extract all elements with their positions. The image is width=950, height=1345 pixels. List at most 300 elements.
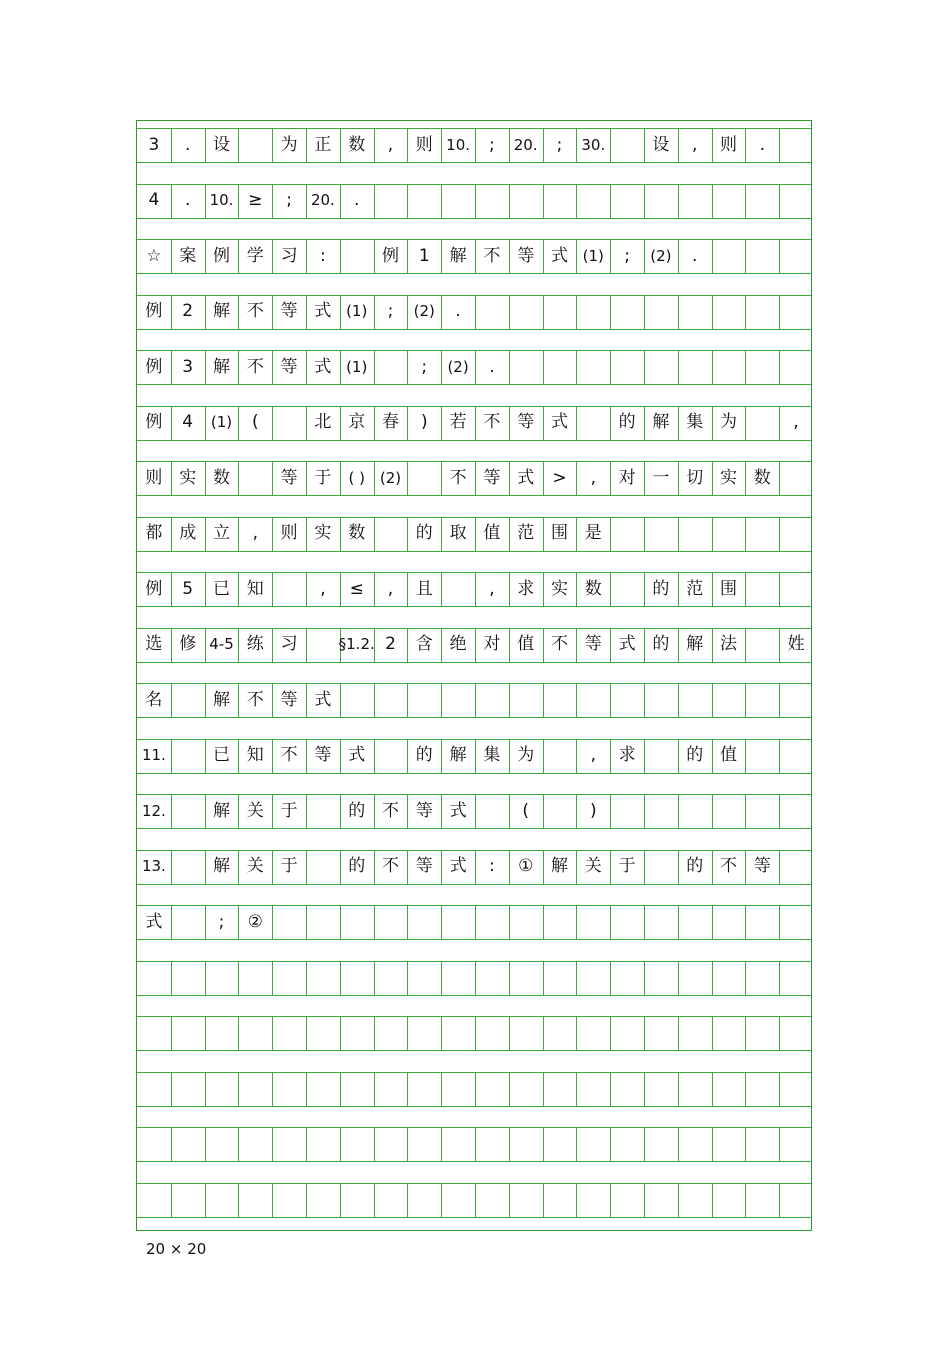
grid-cell: ; (421, 356, 428, 377)
grid-cell: ② (247, 911, 263, 932)
grid-cell: 学 (246, 245, 264, 266)
grid-cell: (1) (346, 302, 368, 320)
grid-row-line (137, 1050, 811, 1051)
grid-cell (543, 1016, 577, 1050)
grid-cell: , (590, 745, 596, 765)
grid-cell (576, 1072, 610, 1106)
grid-cell (374, 517, 408, 551)
grid-cell (610, 1072, 644, 1106)
grid-cell (678, 1183, 712, 1217)
grid-cell (712, 1127, 746, 1161)
grid-cell (509, 1127, 543, 1161)
grid-cell: 11. (141, 746, 166, 764)
grid-cell: 等 (753, 856, 771, 876)
grid-cell (306, 1127, 340, 1161)
grid-cell (779, 961, 813, 995)
grid-cell (205, 1183, 239, 1217)
grid-cell (745, 794, 779, 828)
grid-cell: 则 (719, 134, 737, 155)
grid-cell (610, 572, 644, 606)
grid-cell: ① (518, 856, 534, 876)
grid-cell (644, 517, 678, 551)
grid-cell: . (184, 134, 191, 155)
grid-cell: ; (556, 134, 563, 155)
grid-cell: 式 (314, 301, 332, 321)
grid-cell (543, 1072, 577, 1106)
grid-row-line (137, 717, 811, 718)
grid-cell: 1 (418, 245, 430, 266)
grid-cell (745, 350, 779, 384)
grid-cell (610, 961, 644, 995)
grid-cell (745, 239, 779, 273)
grid-cell (678, 295, 712, 329)
grid-cell (171, 794, 205, 828)
grid-cell: 关 (584, 856, 602, 876)
grid-cell (171, 905, 205, 939)
grid-cell (272, 961, 306, 995)
grid-cell (205, 1072, 239, 1106)
grid-cell: 知 (246, 745, 264, 765)
grid-cell: , (489, 578, 495, 599)
grid-cell (610, 517, 644, 551)
grid-cell: 已 (212, 745, 230, 765)
grid-cell (610, 295, 644, 329)
grid-cell: 的 (618, 412, 636, 432)
grid-cell: ( ) (348, 468, 365, 487)
grid-cell: , (387, 578, 394, 599)
grid-cell (712, 295, 746, 329)
grid-cell (238, 1016, 272, 1050)
grid-cell: , (387, 134, 394, 155)
grid-row-line (137, 828, 811, 829)
grid-cell: 解 (550, 856, 568, 876)
grid-cell: 式 (550, 245, 568, 266)
grid-cell: 值 (483, 523, 501, 543)
grid-cell: . (184, 190, 191, 210)
grid-cell: 则 (145, 467, 163, 488)
grid-cell: 例 (145, 356, 163, 377)
grid-cell: 10. (446, 135, 471, 154)
grid-cell: 设 (212, 134, 230, 155)
grid-cell (543, 1183, 577, 1217)
grid-cell: 20. (513, 135, 538, 154)
grid-cell: 3 (182, 356, 194, 377)
grid-row-line (137, 662, 811, 663)
grid-cell (712, 1183, 746, 1217)
grid-cell: > (552, 467, 567, 488)
grid-cell (678, 350, 712, 384)
grid-cell (475, 184, 509, 218)
grid-cell (441, 1072, 475, 1106)
grid-cell (644, 794, 678, 828)
grid-row-line (137, 384, 811, 385)
grid-cell: 成 (179, 523, 197, 543)
grid-cell (712, 350, 746, 384)
grid-cell (745, 184, 779, 218)
grid-row-line (137, 218, 811, 219)
grid-cell (644, 1072, 678, 1106)
grid-cell (509, 350, 543, 384)
grid-cell (475, 683, 509, 717)
grid-cell (644, 350, 678, 384)
grid-cell (272, 1183, 306, 1217)
grid-cell (543, 295, 577, 329)
grid-row-line (137, 551, 811, 552)
grid-cell (441, 905, 475, 939)
grid-cell: 春 (381, 412, 399, 432)
grid-cell: 立 (212, 523, 230, 543)
grid-cell: 3 (148, 134, 160, 155)
grid-cell (509, 961, 543, 995)
grid-cell (509, 1072, 543, 1106)
grid-cell: 实 (550, 578, 568, 599)
grid-cell: 值 (517, 634, 535, 654)
grid-cell (238, 128, 272, 162)
grid-cell (374, 184, 408, 218)
grid-cell: 为 (280, 134, 298, 155)
grid-cell: 等 (280, 467, 298, 488)
grid-cell: 不 (483, 412, 501, 432)
grid-cell: (2) (447, 357, 469, 376)
grid-cell: 等 (415, 856, 433, 876)
grid-cell: , (590, 467, 596, 488)
grid-cell: 式 (314, 356, 332, 377)
grid-cell (441, 1016, 475, 1050)
grid-cell (441, 184, 475, 218)
grid-row-line (137, 1217, 811, 1218)
grid-cell (779, 184, 813, 218)
grid-cell (205, 961, 239, 995)
grid-cell (712, 961, 746, 995)
grid-cell (712, 683, 746, 717)
grid-cell (745, 683, 779, 717)
grid-cell: 集 (483, 745, 501, 765)
grid-cell: 的 (348, 800, 366, 821)
grid-cell: 例 (145, 578, 163, 599)
grid-cell: 式 (348, 745, 366, 765)
grid-cell: §1.2. (338, 635, 375, 653)
grid-row-line (137, 329, 811, 330)
grid-cell (171, 1072, 205, 1106)
grid-cell (543, 905, 577, 939)
grid-cell: 于 (280, 856, 298, 876)
grid-cell (340, 1016, 374, 1050)
grid-cell: 集 (686, 412, 704, 432)
grid-cell (576, 406, 610, 440)
grid-cell (712, 1016, 746, 1050)
grid-cell: 选 (145, 634, 163, 654)
grid-cell (475, 1072, 509, 1106)
grid-cell: ≤ (349, 578, 364, 599)
grid-cell: 为 (517, 745, 535, 765)
grid-cell: 的 (686, 745, 704, 765)
grid-cell: 值 (719, 745, 737, 765)
grid-cell (306, 1183, 340, 1217)
grid-row-line (137, 995, 811, 996)
grid-cell: 一 (652, 467, 670, 488)
grid-cell (171, 850, 205, 884)
grid-cell: 解 (686, 634, 704, 654)
grid-size-caption: 20 × 20 (146, 1240, 207, 1258)
grid-cell (509, 905, 543, 939)
grid-cell (779, 1127, 813, 1161)
grid-cell (610, 1016, 644, 1050)
grid-cell (171, 961, 205, 995)
grid-cell (712, 517, 746, 551)
grid-cell: 若 (449, 412, 467, 432)
grid-cell (678, 184, 712, 218)
grid-cell (678, 961, 712, 995)
grid-cell: 不 (246, 356, 264, 377)
grid-cell (779, 461, 813, 495)
grid-cell: 切 (686, 467, 704, 488)
grid-cell: 围 (550, 523, 568, 543)
grid-cell (745, 628, 779, 662)
grid-cell (340, 239, 374, 273)
grid-cell (779, 239, 813, 273)
grid-cell: 解 (449, 245, 467, 266)
grid-cell: 等 (415, 800, 433, 821)
grid-cell: 对 (618, 467, 636, 488)
grid-cell (509, 184, 543, 218)
grid-cell (407, 1072, 441, 1106)
grid-cell: . (353, 190, 360, 210)
grid-cell: 知 (246, 578, 264, 599)
grid-cell (272, 1016, 306, 1050)
grid-cell (610, 905, 644, 939)
grid-cell (441, 572, 475, 606)
grid-cell (712, 1072, 746, 1106)
grid-cell: 案 (179, 245, 197, 266)
grid-cell: 名 (145, 689, 163, 710)
grid-cell (272, 572, 306, 606)
grid-cell: 关 (246, 800, 264, 821)
grid-cell (779, 905, 813, 939)
grid-cell: 式 (145, 911, 163, 932)
grid-cell (272, 1072, 306, 1106)
grid-cell (745, 406, 779, 440)
grid-cell: 则 (280, 523, 298, 543)
grid-cell (171, 1127, 205, 1161)
grid-row-line (137, 1106, 811, 1107)
grid-cell (441, 683, 475, 717)
grid-cell: ; (489, 134, 495, 155)
grid-cell: 数 (753, 467, 771, 488)
grid-cell: 绝 (449, 634, 467, 654)
grid-cell (475, 905, 509, 939)
grid-cell: 求 (618, 745, 636, 765)
grid-cell: 的 (415, 745, 433, 765)
grid-cell (374, 1183, 408, 1217)
grid-cell: ) (589, 800, 597, 821)
grid-cell (610, 350, 644, 384)
grid-cell: ☆ (146, 245, 162, 266)
grid-cell: 2 (385, 634, 396, 654)
grid-cell: : (320, 245, 326, 266)
grid-cell (576, 1016, 610, 1050)
grid-cell (779, 572, 813, 606)
grid-cell: 已 (212, 578, 230, 599)
grid-cell: 例 (381, 245, 399, 266)
grid-cell: 解 (212, 800, 230, 821)
grid-cell (678, 1072, 712, 1106)
grid-cell: 不 (483, 245, 501, 266)
grid-cell (644, 1183, 678, 1217)
grid-cell (475, 1127, 509, 1161)
grid-cell (407, 184, 441, 218)
grid-cell: 2 (182, 301, 194, 321)
grid-cell (205, 1016, 239, 1050)
grid-cell: 姓 (787, 634, 805, 654)
grid-cell: 关 (246, 856, 264, 876)
grid-cell: 4 (182, 412, 194, 432)
grid-cell (509, 1183, 543, 1217)
grid-cell (407, 461, 441, 495)
grid-cell (374, 905, 408, 939)
grid-cell: 于 (618, 856, 636, 876)
grid-cell (543, 350, 577, 384)
grid-cell (475, 1183, 509, 1217)
grid-cell: 解 (212, 301, 230, 321)
grid-row-line (137, 1161, 811, 1162)
grid-cell: 等 (517, 412, 535, 432)
grid-cell (509, 683, 543, 717)
grid-cell: 5 (182, 578, 194, 599)
grid-cell: . (691, 245, 698, 266)
grid-cell: 解 (212, 689, 230, 710)
grid-cell: 法 (719, 634, 737, 654)
grid-cell: 等 (517, 245, 535, 266)
grid-cell (576, 961, 610, 995)
grid-cell (779, 350, 813, 384)
grid-cell (678, 794, 712, 828)
grid-row-line (137, 440, 811, 441)
grid-cell (576, 350, 610, 384)
grid-cell (610, 128, 644, 162)
grid-cell: 4 (148, 190, 160, 210)
grid-cell (340, 961, 374, 995)
grid-row-line (137, 884, 811, 885)
grid-cell (171, 739, 205, 773)
grid-cell (340, 1183, 374, 1217)
grid-cell (543, 794, 577, 828)
grid-cell: 实 (719, 467, 737, 488)
grid-cell: ( (522, 800, 530, 821)
grid-cell (238, 1183, 272, 1217)
grid-cell (779, 1183, 813, 1217)
grid-cell (678, 683, 712, 717)
grid-cell: 正 (314, 134, 332, 155)
grid-cell: 等 (584, 634, 602, 654)
grid-cell: ) (420, 412, 428, 432)
grid-cell (171, 683, 205, 717)
grid-cell: 实 (314, 523, 332, 543)
grid-paper (136, 120, 812, 1231)
grid-cell (644, 850, 678, 884)
grid-cell (340, 683, 374, 717)
grid-cell: 于 (280, 800, 298, 821)
grid-cell (543, 184, 577, 218)
grid-cell: 的 (652, 578, 670, 599)
grid-cell (306, 850, 340, 884)
grid-cell: 实 (179, 467, 197, 488)
grid-cell: ( (251, 412, 259, 432)
grid-cell (745, 572, 779, 606)
grid-cell (712, 794, 746, 828)
grid-cell (306, 1072, 340, 1106)
grid-cell: 数 (212, 467, 230, 488)
grid-cell (374, 739, 408, 773)
grid-cell: 20. (310, 191, 335, 209)
grid-cell (644, 1016, 678, 1050)
grid-cell (509, 1016, 543, 1050)
grid-cell (779, 794, 813, 828)
grid-cell (576, 905, 610, 939)
grid-cell: 则 (415, 134, 433, 155)
grid-cell (407, 1016, 441, 1050)
grid-cell: 含 (415, 634, 433, 654)
grid-cell: (2) (379, 468, 402, 487)
grid-cell (712, 239, 746, 273)
grid-cell (576, 1183, 610, 1217)
grid-cell (407, 1127, 441, 1161)
grid-cell (576, 1127, 610, 1161)
grid-cell: . (759, 134, 765, 155)
grid-cell (509, 295, 543, 329)
grid-cell: 不 (246, 301, 264, 321)
grid-cell (374, 961, 408, 995)
grid-cell: , (320, 578, 326, 599)
grid-cell (475, 794, 509, 828)
grid-cell (779, 295, 813, 329)
grid-cell (712, 184, 746, 218)
grid-cell (441, 1127, 475, 1161)
grid-cell (610, 1127, 644, 1161)
grid-cell (407, 683, 441, 717)
grid-cell (644, 683, 678, 717)
grid-cell: 不 (381, 800, 399, 821)
grid-cell: 等 (483, 467, 501, 488)
grid-cell (610, 683, 644, 717)
grid-cell: 式 (550, 412, 568, 432)
grid-cell (779, 1072, 813, 1106)
grid-cell (238, 1127, 272, 1161)
grid-cell (238, 961, 272, 995)
grid-cell (779, 1016, 813, 1050)
grid-cell (171, 1016, 205, 1050)
grid-cell (678, 905, 712, 939)
grid-cell: 对 (483, 634, 501, 654)
grid-cell (745, 739, 779, 773)
grid-cell: 不 (381, 856, 399, 876)
grid-cell: 练 (246, 634, 264, 654)
grid-cell (779, 850, 813, 884)
grid-cell (475, 1016, 509, 1050)
grid-cell (678, 1127, 712, 1161)
grid-cell (644, 905, 678, 939)
grid-cell (137, 1016, 171, 1050)
grid-cell (644, 1127, 678, 1161)
grid-cell (374, 1016, 408, 1050)
grid-cell: 北 (314, 412, 332, 432)
grid-cell (610, 184, 644, 218)
grid-cell: 式 (517, 467, 535, 488)
grid-cell (340, 905, 374, 939)
grid-cell: 等 (280, 356, 298, 377)
grid-cell: 数 (348, 134, 366, 155)
grid-cell (745, 905, 779, 939)
grid-cell: 且 (415, 578, 433, 599)
